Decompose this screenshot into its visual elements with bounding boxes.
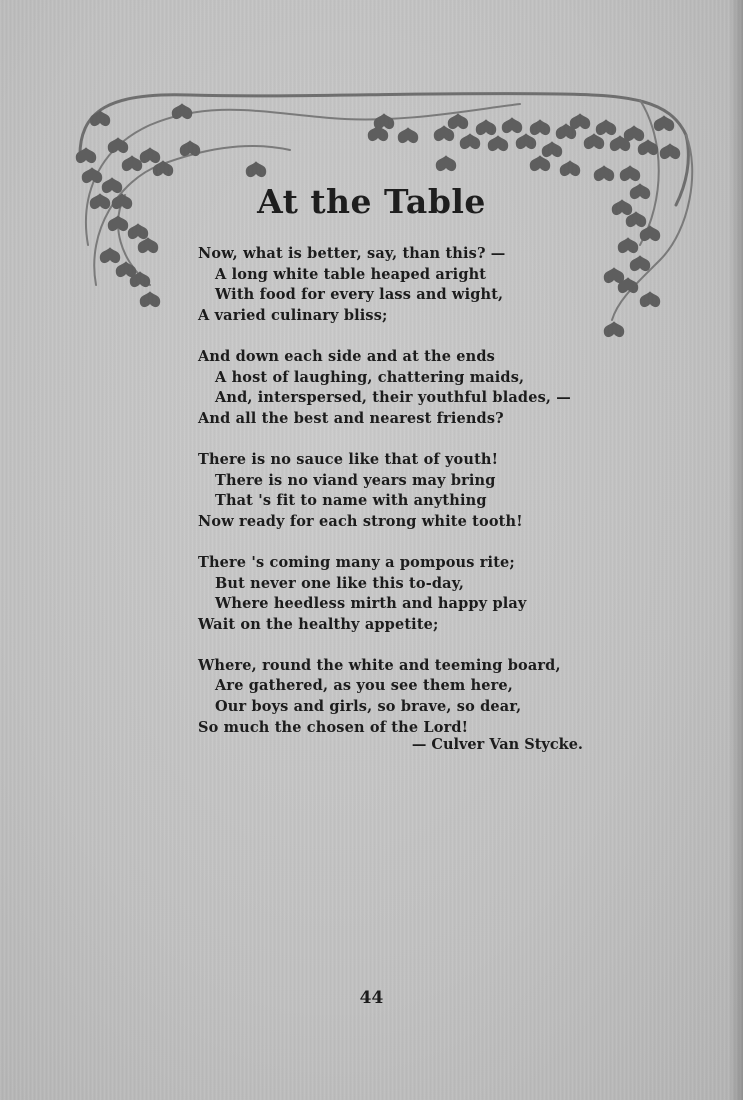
poem-line: With food for every lass and wight, [215,286,504,304]
poem-line: Where, round the white and teeming board, [198,656,561,674]
poem-line: Now ready for each strong white tooth! [198,512,523,530]
poem-line: A long white table heaped aright [215,265,487,283]
poem-line: Wait on the healthy appetite; [198,615,439,633]
poem-line: Now, what is better, say, than this? — [198,245,506,262]
poem-line: Where heedless mirth and happy play [215,595,527,613]
poem-line: A host of laughing, chattering maids, [215,368,525,386]
stanza-2 [198,347,598,429]
poem-line: And all the best and nearest friends? [198,409,504,427]
page-number: 44 [359,988,384,1008]
poem-line: Our boys and girls, so brave, so dear, [215,698,522,716]
poem-line: That 's fit to name with anything [215,492,487,510]
poem-line: A varied culinary bliss; [198,306,388,324]
poem-line: So much the chosen of the Lord! [198,718,469,736]
poem-body [198,244,598,738]
stanza-3 [198,450,598,532]
poem-line: Are gathered, as you see them here, [215,677,514,695]
stanza-1 [198,244,598,326]
poem-line: There is no sauce like that of youth! [198,450,499,468]
poem-line: And, interspersed, their youthful blades, — [215,389,571,407]
poem-line: But never one like this to-day, [215,574,465,592]
poem-line: There is no viand years may bring [215,471,496,489]
poem-attribution: — Culver Van Stycke. [411,736,583,753]
stanza-5 [198,656,598,738]
poem-line: There 's coming many a pompous rite; [198,553,515,571]
stanza-4 [198,553,598,635]
poem-line: And down each side and at the ends [198,347,495,365]
poem-title: At the Table [257,182,486,221]
